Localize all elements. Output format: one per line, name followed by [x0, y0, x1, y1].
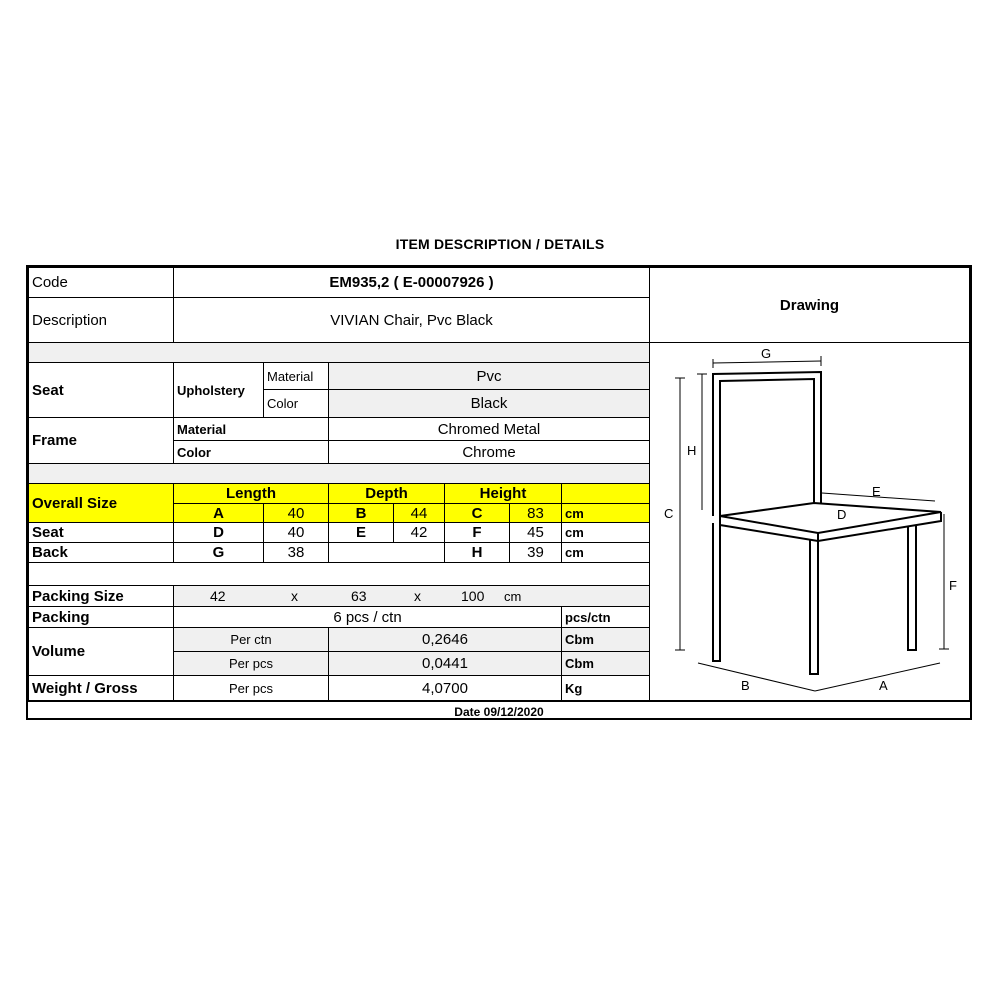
seat-length-letter: D: [173, 522, 264, 543]
frame-color-value: Chrome: [328, 440, 650, 464]
drawing-label-d: D: [837, 507, 847, 522]
frame-color-label: Color: [173, 440, 329, 464]
packing-size-depth: 63: [351, 588, 367, 604]
seat-length-value: 40: [263, 522, 329, 543]
volume-per-ctn-label: Per ctn: [173, 627, 329, 652]
frame-material-label: Material: [173, 417, 329, 441]
drawing-label-b: B: [741, 678, 750, 693]
upholstery-label: Upholstery: [173, 362, 264, 418]
weight-per-pcs-label: Per pcs: [173, 675, 329, 701]
description-value: VIVIAN Chair, Pvc Black: [173, 297, 650, 343]
code-value: EM935,2 ( E-00007926 ): [173, 267, 650, 298]
drawing-label-h: H: [687, 443, 697, 458]
seat-color-value: Black: [328, 389, 650, 418]
weight-unit: Kg: [561, 675, 650, 701]
packing-label: Packing: [28, 606, 174, 628]
packing-size-length: 42: [210, 588, 226, 604]
length-header: Length: [173, 483, 329, 504]
chair-drawing: [650, 343, 969, 700]
drawing-label-e: E: [872, 484, 881, 499]
seat-color-label: Color: [263, 389, 329, 418]
back-depth-empty: [328, 542, 445, 563]
spec-sheet: [26, 265, 972, 720]
packing-size-height: 100: [461, 588, 485, 604]
seat-size-label: Seat: [28, 522, 174, 543]
packing-value: 6 pcs / ctn: [173, 606, 562, 628]
back-height-value: 39: [509, 542, 562, 563]
overall-length-letter: A: [173, 503, 264, 523]
volume-per-pcs-value: 0,0441: [328, 651, 562, 676]
drawing-label-a: A: [879, 678, 888, 693]
volume-label: Volume: [28, 627, 174, 676]
back-size-unit: cm: [561, 542, 650, 563]
volume-per-ctn-value: 0,2646: [328, 627, 562, 652]
drawing-label-g: G: [761, 346, 772, 361]
seat-size-unit: cm: [561, 522, 650, 543]
seat-depth-value: 42: [393, 522, 445, 543]
overall-depth-value: 44: [393, 503, 445, 523]
overall-height-letter: C: [444, 503, 510, 523]
drawing-area: [649, 342, 970, 701]
seat-material-value: Pvc: [328, 362, 650, 390]
code-label: Code: [28, 267, 174, 298]
overall-size-label: Overall Size: [28, 483, 174, 523]
packing-size-x1: x: [291, 588, 298, 604]
unit-header: [561, 483, 650, 504]
page-title: ITEM DESCRIPTION / DETAILS: [395, 236, 605, 252]
volume-per-pcs-label: Per pcs: [173, 651, 329, 676]
spacer-row: [28, 342, 650, 363]
height-header: Height: [444, 483, 562, 504]
drawing-label-f: F: [949, 578, 957, 593]
overall-height-value: 83: [509, 503, 562, 523]
depth-header: Depth: [328, 483, 445, 504]
packing-size-row: [173, 585, 650, 607]
seat-height-letter: F: [444, 522, 510, 543]
frame-material-value: Chromed Metal: [328, 417, 650, 441]
date-footer: Date 09/12/2020: [28, 701, 970, 722]
spacer-row: [28, 562, 650, 586]
packing-size-x2: x: [414, 588, 421, 604]
drawing-label-c: C: [664, 506, 674, 521]
weight-label: Weight / Gross: [28, 675, 174, 701]
back-length-letter: G: [173, 542, 264, 563]
drawing-header: Drawing: [649, 267, 970, 343]
back-length-value: 38: [263, 542, 329, 563]
overall-length-value: 40: [263, 503, 329, 523]
seat-material-label: Material: [263, 362, 329, 390]
frame-label: Frame: [28, 417, 174, 464]
spacer-row: [28, 463, 650, 484]
seat-label: Seat: [28, 362, 174, 418]
volume-per-pcs-unit: Cbm: [561, 651, 650, 676]
packing-size-label: Packing Size: [28, 585, 174, 607]
overall-depth-letter: B: [328, 503, 394, 523]
volume-per-ctn-unit: Cbm: [561, 627, 650, 652]
weight-value: 4,0700: [328, 675, 562, 701]
seat-height-value: 45: [509, 522, 562, 543]
overall-unit: cm: [561, 503, 650, 523]
packing-size-unit: cm: [504, 588, 522, 604]
back-height-letter: H: [444, 542, 510, 563]
packing-unit: pcs/ctn: [561, 606, 650, 628]
seat-depth-letter: E: [328, 522, 394, 543]
back-size-label: Back: [28, 542, 174, 563]
description-label: Description: [28, 297, 174, 343]
